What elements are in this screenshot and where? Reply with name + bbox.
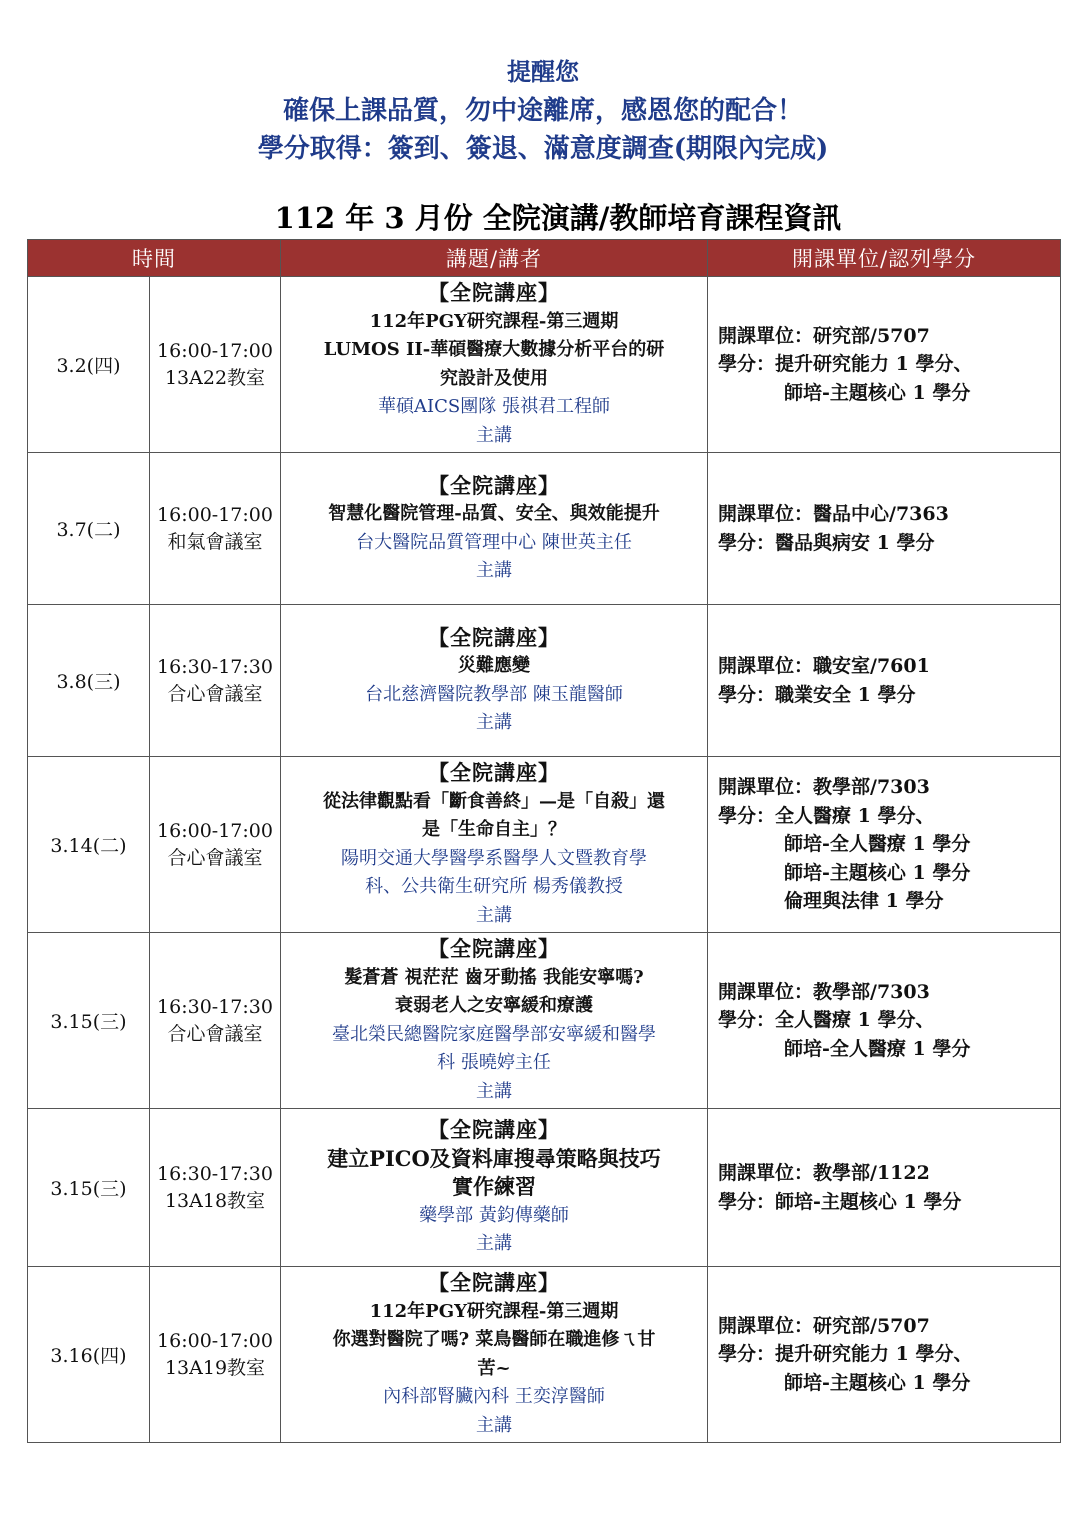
- time-cell: [150, 757, 281, 933]
- lecture-title-line: 究設計及使用: [440, 367, 548, 389]
- speaker-role: 主講: [476, 1080, 512, 1102]
- topic-cell: [281, 933, 708, 1109]
- time-cell: [150, 277, 281, 453]
- unit-cell: [708, 1109, 1061, 1267]
- room: 合心會議室: [167, 846, 263, 869]
- course-unit: 開課單位：研究部/5707: [718, 324, 930, 347]
- speaker-role: 主講: [476, 1414, 512, 1436]
- time-range: 16:30-17:30: [157, 1162, 273, 1185]
- unit-cell: [708, 1267, 1061, 1443]
- header-unit: 開課單位/認列學分: [708, 240, 1061, 277]
- date-cell: 3.16(四): [28, 1267, 150, 1443]
- credit-line: 師培-主題核心 1 學分: [784, 381, 971, 404]
- speaker-line: 藥學部 黃鈞傳藥師: [419, 1204, 569, 1226]
- lecture-title-line: 苦~: [477, 1357, 511, 1379]
- time-range: 16:00-17:00: [157, 1329, 273, 1352]
- lecture-title-line: 災難應變: [458, 655, 530, 676]
- time-cell: [150, 933, 281, 1109]
- lecture-title-line: 建立PICO及資料庫搜尋策略與技巧: [327, 1145, 661, 1171]
- lecture-tag: 【全院講座】: [428, 280, 560, 305]
- lecture-title-line: 112年PGY研究課程-第三週期: [369, 1300, 619, 1322]
- credit-line: 學分：提升研究能力 1 學分、: [718, 1343, 973, 1366]
- notice-credits: 學分取得：簽到、簽退、滿意度調查(期限內完成): [257, 134, 829, 164]
- page-title: 112 年 3 月份 全院演講/教師培育課程資訊: [274, 201, 842, 235]
- credit-line: 師培-主題核心 1 學分: [784, 1371, 971, 1394]
- time-cell: [150, 1267, 281, 1443]
- table-header-row: [28, 240, 1061, 277]
- lecture-title-line: 你選對醫院了嗎? 菜鳥醫師在職進修ㄟ甘: [332, 1329, 656, 1350]
- course-unit: 開課單位：教學部/1122: [718, 1162, 930, 1184]
- speaker-role: 主講: [476, 904, 512, 926]
- credit-line: 師培-全人醫療 1 學分: [784, 833, 971, 856]
- room: 13A18教室: [164, 1189, 266, 1212]
- table-row: [28, 277, 1061, 453]
- room: 13A19教室: [164, 1356, 266, 1379]
- time-range: 16:00-17:00: [157, 339, 273, 362]
- room: 和氣會議室: [167, 530, 263, 553]
- time-range: 16:30-17:30: [157, 995, 273, 1018]
- time-cell: [150, 453, 281, 605]
- date-cell: 3.7(二): [28, 453, 150, 605]
- speaker-role: 主講: [476, 560, 512, 581]
- credit-line: 師培-全人醫療 1 學分: [784, 1037, 971, 1060]
- time-range: 16:00-17:00: [157, 819, 273, 842]
- speaker-role: 主講: [476, 712, 512, 733]
- time-cell: [150, 1109, 281, 1267]
- topic-cell: [281, 605, 708, 757]
- speaker-line: 陽明交通大學醫學系醫學人文暨教育學: [341, 847, 647, 869]
- table-row: [28, 933, 1061, 1109]
- lecture-title-line: 從法律觀點看「斷食善終」—是「自殺」還: [323, 790, 665, 812]
- credit-line: 學分：醫品與病安 1 學分: [718, 531, 935, 554]
- lecture-title-line: 智慧化醫院管理-品質、安全、與效能提升: [328, 503, 660, 524]
- header-topic: 講題/講者: [281, 240, 708, 277]
- credit-line: 學分：職業安全 1 學分: [718, 683, 916, 706]
- speaker-line: 科、公共衛生研究所 楊秀儀教授: [365, 876, 623, 897]
- credit-line: 倫理與法律 1 學分: [784, 890, 944, 913]
- table-row: [28, 1267, 1061, 1443]
- date-cell: 3.15(三): [28, 933, 150, 1109]
- speaker-line: 台北慈濟醫院教學部 陳玉龍醫師: [365, 683, 623, 705]
- unit-cell: [708, 605, 1061, 757]
- room: 合心會議室: [167, 1022, 263, 1045]
- time-cell: [150, 605, 281, 757]
- room: 13A22教室: [164, 366, 266, 389]
- time-range: 16:30-17:30: [157, 655, 273, 678]
- room: 合心會議室: [167, 682, 263, 705]
- date-cell: 3.2(四): [28, 277, 150, 453]
- course-unit: 開課單位：教學部/7303: [718, 980, 930, 1003]
- date-cell: 3.8(三): [28, 605, 150, 757]
- credit-line: 師培-主題核心 1 學分: [784, 861, 971, 884]
- topic-cell: [281, 757, 708, 933]
- lecture-title-line: 是「生命自主」？: [422, 819, 566, 840]
- topic-cell: [281, 1109, 708, 1267]
- lecture-tag: 【全院講座】: [428, 1270, 560, 1295]
- notice-reminder: 提醒您: [507, 57, 579, 86]
- date-cell: 3.15(三): [28, 1109, 150, 1267]
- course-rows: [28, 277, 1061, 1443]
- credit-line: 學分：師培-主題核心 1 學分: [718, 1190, 962, 1213]
- unit-cell: [708, 277, 1061, 453]
- lecture-title-line: 衰弱老人之安寧緩和療護: [395, 995, 593, 1016]
- unit-cell: [708, 757, 1061, 933]
- topic-cell: [281, 453, 708, 605]
- speaker-role: 主講: [476, 1233, 512, 1255]
- speaker-line: 華碩AICS團隊 張祺君工程師: [378, 396, 610, 417]
- lecture-title-line: 髮蒼蒼 視茫茫 齒牙動搖 我能安寧嗎?: [344, 966, 644, 988]
- time-range: 16:00-17:00: [157, 503, 273, 526]
- course-table: [27, 239, 1061, 1443]
- topic-cell: [281, 277, 708, 453]
- unit-cell: [708, 453, 1061, 605]
- speaker-role: 主講: [476, 424, 512, 446]
- lecture-tag: 【全院講座】: [428, 1117, 560, 1143]
- lecture-tag: 【全院講座】: [428, 936, 560, 961]
- speaker-line: 台大醫院品質管理中心 陳世英主任: [356, 531, 632, 553]
- course-unit: 開課單位：職安室/7601: [718, 655, 930, 677]
- course-unit: 開課單位：教學部/7303: [718, 776, 930, 799]
- header-time: 時間: [28, 240, 281, 277]
- topic-cell: [281, 1267, 708, 1443]
- table-row: [28, 1109, 1061, 1267]
- lecture-tag: 【全院講座】: [428, 624, 560, 650]
- speaker-line: 科 張曉婷主任: [437, 1052, 551, 1073]
- course-unit: 開課單位：研究部/5707: [718, 1314, 930, 1337]
- table-row: [28, 453, 1061, 605]
- table-row: [28, 757, 1061, 933]
- lecture-title-line: LUMOS II-華碩醫療大數據分析平台的研: [323, 339, 665, 360]
- credit-line: 學分：全人醫療 1 學分、: [718, 804, 935, 827]
- speaker-line: 內科部腎臟內科 王奕淳醫師: [383, 1386, 605, 1407]
- unit-cell: [708, 933, 1061, 1109]
- lecture-title-line: 實作練習: [452, 1174, 536, 1200]
- speaker-line: 臺北榮民總醫院家庭醫學部安寧緩和醫學: [332, 1023, 656, 1045]
- notice-quality: 確保上課品質，勿中途離席，感恩您的配合！: [282, 96, 803, 126]
- credit-line: 學分：提升研究能力 1 學分、: [718, 353, 973, 376]
- lecture-title-line: 112年PGY研究課程-第三週期: [369, 310, 619, 332]
- credit-line: 學分：全人醫療 1 學分、: [718, 1009, 935, 1032]
- table-row: [28, 605, 1061, 757]
- course-unit: 開課單位：醫品中心/7363: [718, 503, 949, 525]
- lecture-tag: 【全院講座】: [428, 472, 560, 498]
- lecture-tag: 【全院講座】: [428, 760, 560, 785]
- date-cell: 3.14(二): [28, 757, 150, 933]
